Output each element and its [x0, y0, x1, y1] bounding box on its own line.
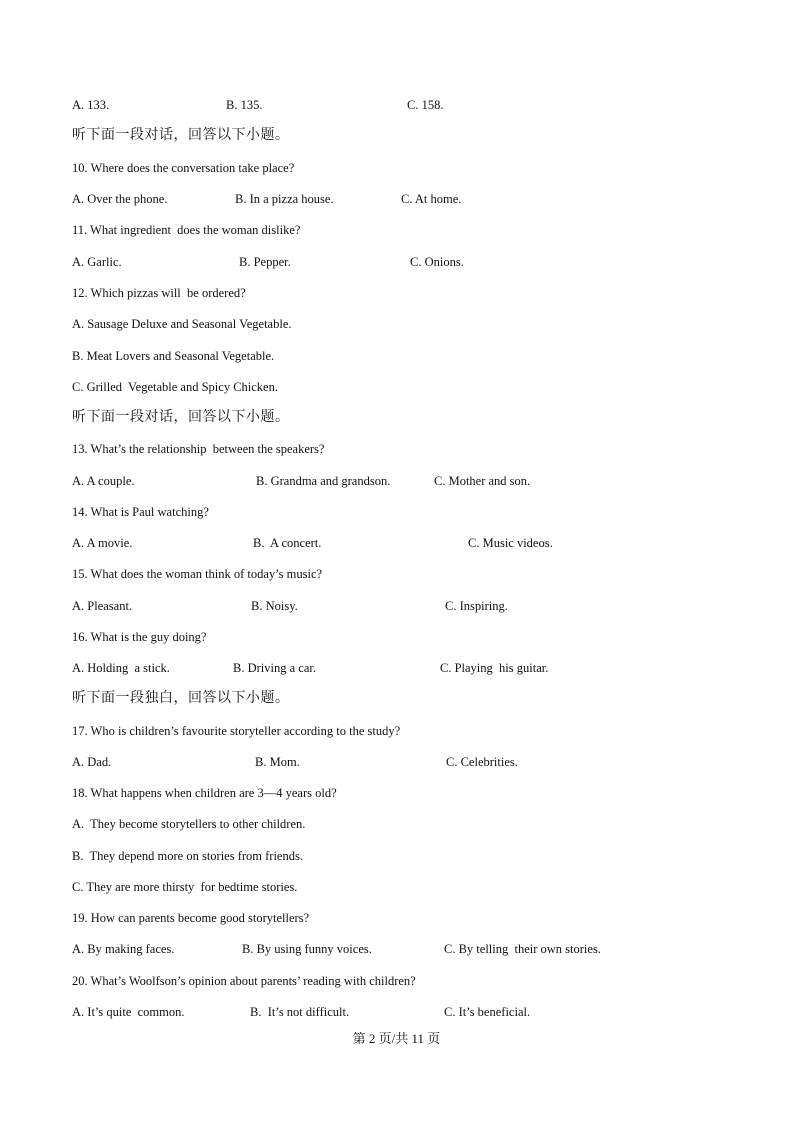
q17-option-c: C. Celebrities. — [446, 755, 518, 769]
question-14: 14. What is Paul watching? — [72, 505, 209, 519]
q13-option-b: B. Grandma and grandson. — [256, 474, 391, 488]
q20-option-b: B. It’s not difficult. — [250, 1005, 350, 1019]
section-heading-dialogue: 听下面一段对话，回答以下小题。 — [72, 127, 290, 143]
q12-option-c: C. Grilled Vegetable and Spicy Chicken. — [72, 380, 278, 394]
q20-option-c: C. It’s beneficial. — [444, 1005, 531, 1019]
q9-option-a: A. 133. — [72, 98, 110, 112]
question-20: 20. What’s Woolfson’s opinion about parents’ reading with children? — [72, 974, 416, 988]
q12-option-a: A. Sausage Deluxe and Seasonal Vegetable. — [72, 317, 292, 331]
q9-option-c: C. 158. — [407, 98, 444, 112]
question-16: 16. What is the guy doing? — [72, 630, 207, 644]
q18-option-b: B. They depend more on stories from friends. — [72, 849, 303, 863]
q16-option-a: A. Holding a stick. — [72, 661, 170, 675]
q16-option-b: B. Driving a car. — [233, 661, 316, 675]
q13-option-c: C. Mother and son. — [434, 474, 531, 488]
q14-option-a: A. A movie. — [72, 536, 133, 550]
q11-option-a: A. Garlic. — [72, 255, 122, 269]
q15-option-b: B. Noisy. — [251, 599, 298, 613]
question-15: 15. What does the woman think of today’s music? — [72, 567, 323, 581]
question-19: 19. How can parents become good storytellers? — [72, 911, 310, 925]
q19-option-a: A. By making faces. — [72, 942, 175, 956]
q12-option-b: B. Meat Lovers and Seasonal Vegetable. — [72, 349, 275, 363]
q15-option-c: C. Inspiring. — [445, 599, 508, 613]
q11-option-b: B. Pepper. — [239, 255, 291, 269]
q9-option-b: B. 135. — [226, 98, 263, 112]
q18-option-a: A. They become storytellers to other children. — [72, 817, 306, 831]
q20-option-a: A. It’s quite common. — [72, 1005, 185, 1019]
question-13: 13. What’s the relationship between the speakers? — [72, 442, 325, 456]
q10-option-c: C. At home. — [401, 192, 462, 206]
q10-option-b: B. In a pizza house. — [235, 192, 334, 206]
q19-option-c: C. By telling their own stories. — [444, 942, 601, 956]
q15-option-a: A. Pleasant. — [72, 599, 133, 613]
q19-option-b: B. By using funny voices. — [242, 942, 372, 956]
question-17: 17. Who is children’s favourite storyteller according to the study? — [72, 724, 401, 738]
section-heading-monologue: 听下面一段独白，回答以下小题。 — [72, 690, 290, 706]
q18-option-c: C. They are more thirsty for bedtime stories. — [72, 880, 298, 894]
question-12: 12. Which pizzas will be ordered? — [72, 286, 246, 300]
section-heading-dialogue-2: 听下面一段对话，回答以下小题。 — [72, 409, 290, 425]
q14-option-c: C. Music videos. — [468, 536, 553, 550]
q13-option-a: A. A couple. — [72, 474, 135, 488]
q11-option-c: C. Onions. — [410, 255, 464, 269]
question-18: 18. What happens when children are 3—4 years old? — [72, 786, 337, 800]
page-footer: 第 2 页/共 11 页 — [352, 1031, 441, 1046]
q17-option-b: B. Mom. — [255, 755, 300, 769]
question-10: 10. Where does the conversation take place? — [72, 161, 295, 175]
q16-option-c: C. Playing his guitar. — [440, 661, 549, 675]
q17-option-a: A. Dad. — [72, 755, 112, 769]
q14-option-b: B. A concert. — [253, 536, 322, 550]
question-11: 11. What ingredient does the woman dislike? — [72, 223, 301, 237]
q10-option-a: A. Over the phone. — [72, 192, 168, 206]
